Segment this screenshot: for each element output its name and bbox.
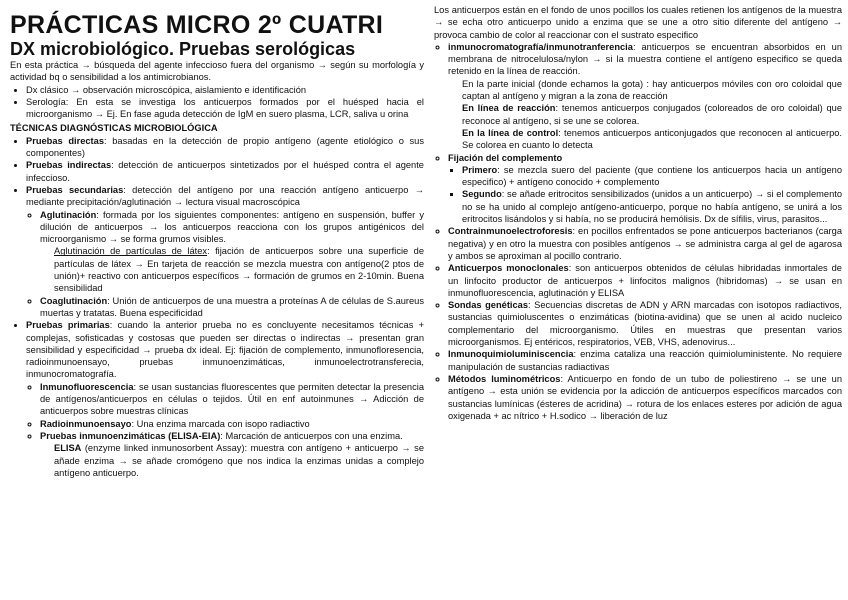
- label-pruebas-primarias: Pruebas primarias: [26, 320, 110, 331]
- item-inmunoquimioluminiscencia: [448, 348, 842, 373]
- label-elisa: ELISA: [54, 443, 82, 454]
- label-sondas-geneticas: Sondas genéticas: [448, 300, 529, 311]
- text-pruebas-secundarias: : detección del antígeno por una reacción antígeno anticuerpo → mediante precipitación/aglutinación → lectura visual macroscópica: [26, 184, 424, 208]
- left-column: [10, 4, 424, 479]
- item-segundo: [462, 188, 842, 225]
- text-segundo: : se añade eritrocitos sensibilizados (unidos a un anticuerpo) → si el complemento no se ha unido al complejo antígeno-anticuerpo, porque no había antígeno, se unirá a los eritrocitos lisándolos y si había, no se producirá hemólisis. Dx de sífilis, virus, parasitos...: [462, 189, 842, 225]
- secundarias-sublist: [26, 209, 424, 320]
- text-primero: : se mezcla suero del paciente (que contiene los anticuerpos hacia un antígeno especifico) + antígeno conocido + complemento: [462, 164, 842, 188]
- text-elisa: (enzyme linked inmunosorbent Assay): muestra con antígeno + anticuerpo → se añade enzima → se añade cromógeno que nos indica la enzimas unidas a complejo antígeno anticuerpo.: [54, 443, 424, 478]
- text-pruebas-primarias: : cuando la anterior prueba no es concluyente necesitamos técnicas + complejas, sofisticadas y costosas que pueden ser directas o indirectas → presentan gran sensibilidad y especificidad → prueba dx ideal. Ej: fijación de complemento, inmunofloresencia, radioinmunoensayo, pruebas inmunoenzimáticas, inmunoelectrotransferecia, inmunocromatografía.: [26, 320, 424, 380]
- label-primero: Primero: [462, 164, 498, 175]
- ict-reaction-paragraph: [448, 102, 842, 127]
- item-sondas-geneticas: [448, 299, 842, 348]
- label-ict-control: En la línea de control: [462, 127, 559, 138]
- label-inmunoenzimaticas: Pruebas inmunoenzimáticas (ELISA-EIA): [40, 430, 221, 441]
- item-radioinmunoensayo: [40, 418, 424, 430]
- right-intro-paragraph: Los anticuerpos están en el fondo de unos pocillos los cuales retienen los antígenos de la muestra → se echa otro anticuerpo unido a enzima que se une a otro sitio diferente del antígeno → provoca cambio de color al reaccionar con el sustrato especifico: [434, 5, 842, 40]
- right-technique-list: [434, 41, 842, 422]
- text-pruebas-indirectas: : detección de anticuerpos sintetizados por el huésped contra el agente infeccioso.: [26, 160, 424, 183]
- item-aglutinacion: [40, 209, 424, 295]
- label-aglutinacion: Aglutinación: [40, 209, 97, 220]
- item-metodos-luminometricos: [448, 373, 842, 422]
- text-pruebas-directas: : basadas en la detección de propio antígeno (agente etiológico o sus componentes): [26, 135, 425, 159]
- item-inmunocromatografia: [448, 41, 842, 152]
- item-pruebas-directas: [26, 135, 424, 160]
- label-inmunofluorescencia: Inmunofluorescencia: [40, 381, 134, 392]
- text-ict-control: : tenemos anticuerpos anticonjugados que reconocen al anticuerpo. Se colorea en cuanto lo detecta: [462, 127, 842, 151]
- right-column: [434, 4, 842, 422]
- item-pruebas-secundarias: [26, 184, 424, 319]
- label-latex: Aglutinación de partículas de látex: [54, 246, 208, 257]
- label-metodos-luminometricos: Métodos luminométricos: [448, 373, 561, 384]
- label-pruebas-directas: Pruebas directas: [26, 135, 104, 146]
- fijacion-steps-list: [448, 164, 842, 225]
- label-coaglutinacion: Coaglutinación: [40, 295, 108, 306]
- techniques-list: [10, 135, 424, 479]
- item-inmunofluorescencia: [40, 381, 424, 418]
- item-primero: [462, 164, 842, 189]
- intro-item-classic: • Dx clásico → observación microscópica, aislamiento e identificación: [26, 84, 424, 96]
- intro-list: [10, 84, 424, 121]
- intro-item-serology: • Serología: En esta se investiga los anticuerpos formados por el huésped hacia el microorganismo → Ej. En fase aguda detección de IgM en suero plasma, LCR, saliva u orina: [26, 96, 424, 121]
- text-coaglutinacion: : Unión de anticuerpos de una muestra a proteínas A de células de S.aureus muertas y tratatas. Buena especificidad: [40, 295, 424, 318]
- text-metodos-luminometricos: : Anticuerpo en fondo de un tubo de poliestireno → se une un antígeno → esta unión se evidencia por la adicción de anticuerpos específicos marcados con sustancias lumínicas (ésteres de acridina) → rotura de los enlaces esteres por adición de agua oxigenada + ac nítrico + H.sodico → liberación de luz: [448, 373, 843, 421]
- item-fijacion-complemento: [448, 152, 842, 226]
- latex-paragraph: [40, 245, 424, 294]
- text-latex: : fijación de anticuerpos sobre una superficie de partículas de látex → En tarjeta de reacción se mezcla muestra con antígeno(2 ptos de unión)+ reactivo con anticuerpos específicos → formación de grumos en 2-10min. Buena sensibilidad: [54, 246, 424, 294]
- item-pruebas-primarias: [26, 319, 424, 479]
- text-contrainmunoelectroforesis: : en pocillos enfrentados se pone anticuerpos bacterianos (carga negativa) y en otro la muestra con posibles antígenos → se administra carga al gel de agarosa y ambos se aproximan al pocillo contrario.: [448, 226, 842, 261]
- label-inmunocromatografia: inmunocromatografía/inmunotranferencia: [448, 41, 633, 52]
- label-radioinmunoensayo: Radioinmunoensayo: [40, 418, 132, 429]
- text-anticuerpos-monoclonales: : son anticuerpos obtenidos de células hibridadas inmortales de un linfocito productor de anticuerpos + linfocitos malignos (hibridomas) → se usan en inmunofluorescencia, aglutinación y ELISA: [448, 263, 842, 298]
- ict-control-paragraph: [448, 127, 842, 152]
- intro-paragraph: En esta práctica → búsqueda del agente infeccioso fuera del organismo → según su morfología y actividad bq o sensibilidad a los antimicrobianos.: [10, 60, 424, 83]
- text-inmunocromatografia: : anticuerpos se encuentran absorbidos en un membrana de nitrocelulosa/nylon → si la muestra contiene el antígeno especifico se queda retenido en la línea de reacción.: [448, 41, 842, 77]
- label-ict-reaction: En línea de reacción: [462, 103, 556, 114]
- label-inmunoquimioluminiscencia: Inmunoquimioluminiscencia: [448, 349, 574, 360]
- text-aglutinacion: : formada por los siguientes componentes: antígeno en suspensión, buffer y dilución de anticuerpos → los anticuerpos reacciona con los grupos antigénicos del microorganismo → se forma grumos visibles.: [40, 209, 424, 245]
- text-inmunoenzimaticas: : Marcación de anticuerpos con una enzima.: [220, 430, 403, 441]
- text-inmunoquimioluminiscencia: : enzima cataliza una reacción quimioluministente. No requiere manipulación de sustancias radiactivas: [448, 349, 842, 372]
- techniques-heading: TÉCNICAS DIAGNÓSTICAS MICROBIOLÓGICA: [10, 123, 218, 134]
- text-sondas-geneticas: : Secuencias discretas de ADN y ARN marcadas con isotopos radiactivos, sustancias quimioluscentes o enzimáticas (biotina-avidina) que se unen al acido nucleico complementario del microorganismo. Útiles en muestras que presentan varios microorganismos. Ej entéricos, respiratorios, VEB, VHS, adenovirus...: [448, 300, 842, 348]
- label-contrainmunoelectroforesis: Contrainmunoelectroforesis: [448, 226, 573, 237]
- label-segundo: Segundo: [462, 189, 502, 200]
- item-contrainmunoelectroforesis: [448, 225, 842, 262]
- label-pruebas-secundarias: Pruebas secundarias: [26, 184, 124, 195]
- item-pruebas-indirectas: [26, 159, 424, 184]
- text-inmunofluorescencia: : se usan sustancias fluorescentes que permiten detectar la presencia de antígenos/anticuerpos en células o tejidos. Útil en enf autoinmunes → Adicción de anticuerpos sobre muestras clínicas: [40, 381, 424, 417]
- item-anticuerpos-monoclonales: [448, 262, 842, 299]
- text-ict-reaction: : tenemos anticuerpos conjugados (coloreados de oro coloidal) que reconoce al antígeno, si se une se colorea.: [462, 103, 843, 126]
- label-anticuerpos-monoclonales: Anticuerpos monoclonales: [448, 263, 569, 274]
- elisa-paragraph: [40, 442, 424, 479]
- item-coaglutinacion: [40, 295, 424, 320]
- page-subtitle: DX microbiológico. Pruebas serológicas: [10, 39, 356, 59]
- page-title: PRÁCTICAS MICRO 2º CUATRI: [10, 11, 384, 39]
- ict-initial-paragraph: En la parte inicial (donde echamos la gota) : hay anticuerpos móviles con oro coloidal que captan al antígeno y migran a la zona de reacción: [462, 78, 842, 102]
- primarias-sublist: [26, 381, 424, 479]
- text-radioinmunoensayo: : Una enzima marcada con isopo radiactivo: [131, 418, 310, 429]
- label-fijacion-complemento: Fijación del complemento: [448, 152, 563, 163]
- item-inmunoenzimaticas: [40, 430, 424, 479]
- label-pruebas-indirectas: Pruebas indirectas: [26, 160, 112, 171]
